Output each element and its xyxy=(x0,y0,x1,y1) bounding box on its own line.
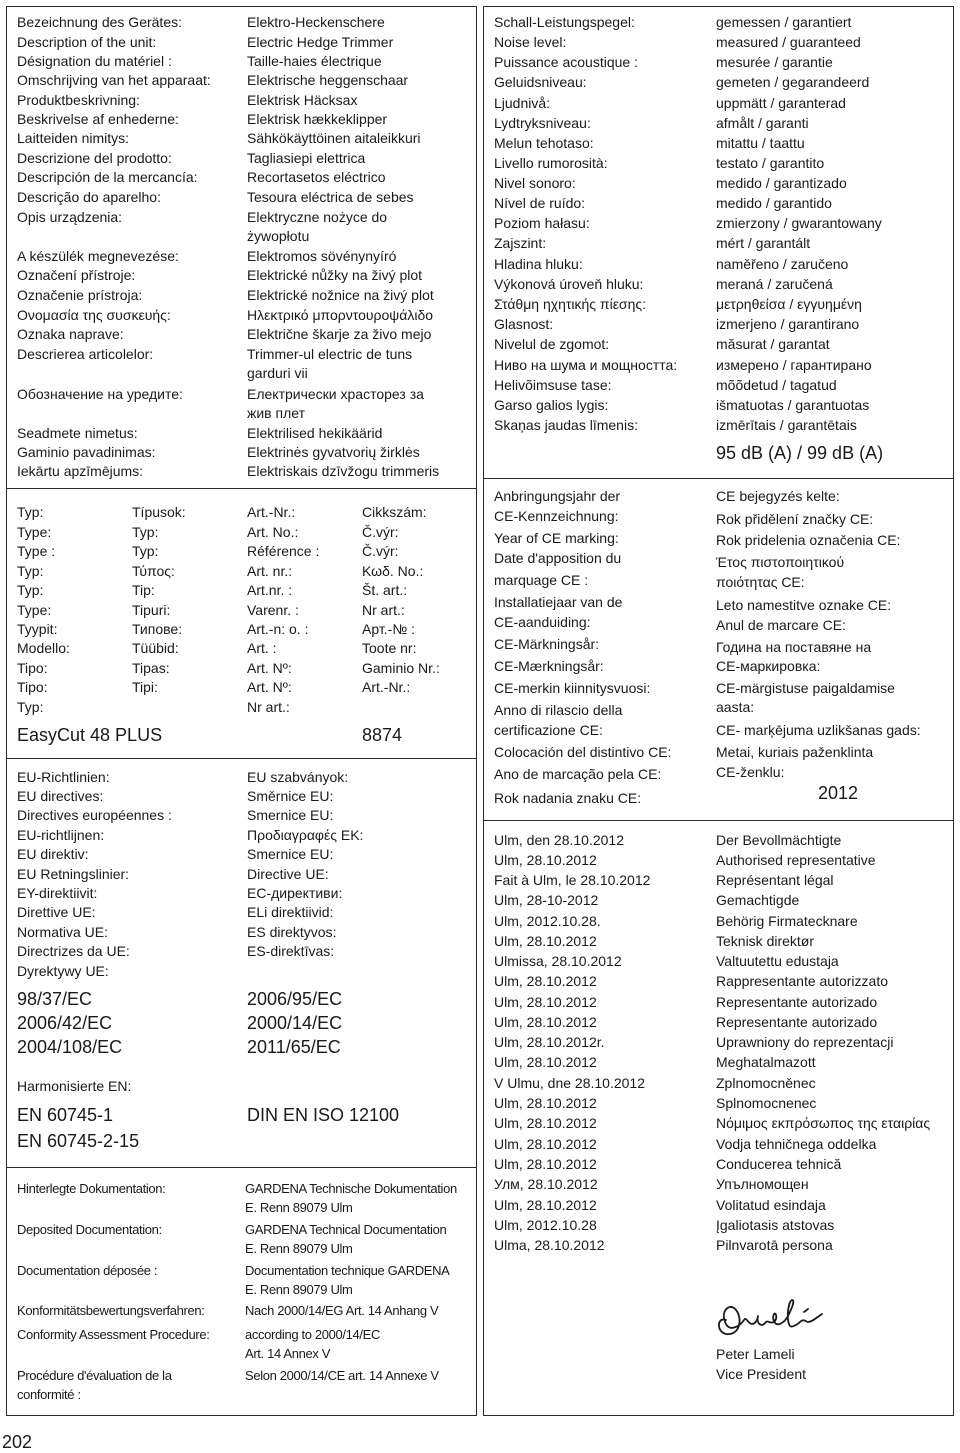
noise-label: Geluidsniveau: xyxy=(494,74,587,90)
noise-value: afmålt / garanti xyxy=(716,115,809,131)
type-label: Típusok: xyxy=(132,504,186,520)
ce-label: certificazione CE: xyxy=(494,722,603,738)
article-label: Nr art.: xyxy=(247,699,290,715)
representative-role: Упълномощен xyxy=(716,1176,809,1192)
noise-label: Melun tehotaso: xyxy=(494,135,594,151)
article-label: Č.výr: xyxy=(362,543,399,559)
directive-label: EY-direktiivit: xyxy=(17,885,98,901)
ce-label: CE-маркировка: xyxy=(716,658,821,674)
device-label: Označenie prístroja: xyxy=(17,287,143,303)
noise-value: uppmätt / garanterad xyxy=(716,95,846,111)
harmonised-standard: DIN EN ISO 12100 xyxy=(247,1105,400,1125)
device-label: A készülék megnevezése: xyxy=(17,248,179,264)
representative-role: Įgaliotasis atstovas xyxy=(716,1217,835,1233)
device-value: Електрически храсторез за xyxy=(247,386,424,402)
device-value: Elektrické nožnice na živý plot xyxy=(247,287,434,303)
noise-label: Nivel sonoro: xyxy=(494,175,576,191)
device-value: Recortasetos eléctrico xyxy=(247,169,386,185)
ce-label: aasta: xyxy=(716,699,755,715)
documentation-value: GARDENA Technical Documentation xyxy=(245,1222,447,1237)
noise-label: Helivõimsuse tase: xyxy=(494,377,612,393)
place-date: Ulm, 28.10.2012 xyxy=(494,1197,597,1213)
device-value: Elektrisk Häcksax xyxy=(247,92,358,108)
representative-role: Teknisk direktør xyxy=(716,933,815,949)
ce-year: 2012 xyxy=(818,783,859,803)
article-label: Art. Nº: xyxy=(247,660,292,676)
device-label: Opis urządzenia: xyxy=(17,209,123,225)
noise-label: Puissance acoustique : xyxy=(494,54,638,70)
ce-label: CE-märgistuse paigaldamise xyxy=(716,680,895,696)
article-label: Art. Nº: xyxy=(247,679,292,695)
ce-label: Year of CE marking: xyxy=(494,530,619,546)
ce-label: CE-merkin kiinnitysvuosi: xyxy=(494,680,651,696)
device-value: Elektromos sövénynyíró xyxy=(247,248,397,264)
directive-label: Direttive UE: xyxy=(17,904,96,920)
documentation-value: E. Renn 89079 Ulm xyxy=(245,1241,353,1256)
device-label: Description of the unit: xyxy=(17,34,157,50)
type-label: Typ: xyxy=(17,582,44,598)
noise-label: Noise level: xyxy=(494,34,567,50)
device-value: żywopłotu xyxy=(247,228,310,244)
documentation-label: Documentation déposée : xyxy=(17,1263,158,1278)
directive-label: Normativa UE: xyxy=(17,924,109,940)
documentation-label: Konformitätsbewertungsverfahren: xyxy=(17,1303,205,1318)
harmonised-standard: EN 60745-1 xyxy=(17,1105,114,1125)
ce-label: CE-Kennzeichnung: xyxy=(494,508,619,524)
directive-label: Dyrektywy UE: xyxy=(17,963,109,979)
noise-label: Lydtryksniveau: xyxy=(494,115,591,131)
representative-role: Vodja tehničnega oddelka xyxy=(716,1136,877,1152)
representative-role: Zplnomocněnec xyxy=(716,1075,816,1091)
directive-code: 2011/65/EC xyxy=(247,1037,341,1057)
noise-label: Poziom hałasu: xyxy=(494,215,590,231)
noise-value: mesurée / garantie xyxy=(716,54,833,70)
representative-role: Behörig Firmatecknare xyxy=(716,913,858,929)
representative-role: Der Bevollmächtigte xyxy=(716,832,842,848)
device-label: Descrição do aparelho: xyxy=(17,189,161,205)
directive-code: 2006/95/EC xyxy=(247,989,343,1009)
noise-value: testato / garantito xyxy=(716,155,825,171)
article-number: 8874 xyxy=(362,725,403,745)
documentation-label: Hinterlegte Dokumentation: xyxy=(17,1181,166,1196)
device-value: Elektrinės gyvatvorių žirklės xyxy=(247,444,420,460)
ce-label: Година на поставяне на xyxy=(716,639,872,655)
place-date: Ulm, 28.10.2012 xyxy=(494,994,597,1010)
place-date: Ulm, 28.10.2012 xyxy=(494,1095,597,1111)
directive-label: EU-richtlijnen: xyxy=(17,827,105,843)
article-label: Toote nr: xyxy=(362,640,417,656)
place-date: Ulm, 28.10.2012 xyxy=(494,933,597,949)
ce-label: CE-Mærkningsår: xyxy=(494,658,604,674)
device-value: Elektro-Heckenschere xyxy=(247,14,385,30)
type-label: Tipuri: xyxy=(132,602,171,618)
place-date: V Ulmu, dne 28.10.2012 xyxy=(494,1075,645,1091)
device-value: Sähkökäyttöinen aitaleikkuri xyxy=(247,130,421,146)
noise-value: mért / garantált xyxy=(716,235,811,251)
place-date: Ulm, 28.10.2012 xyxy=(494,1054,597,1070)
noise-label: Ниво на шума и мощността: xyxy=(494,357,678,373)
representative-role: Rappresentante autorizzato xyxy=(716,973,888,989)
device-value: Elektryczne nożyce do xyxy=(247,209,388,225)
ce-label: CE-ženklu: xyxy=(716,764,785,780)
article-label: Gaminio Nr.: xyxy=(362,660,440,676)
device-label: Descrierea articolelor: xyxy=(17,346,154,362)
documentation-value: GARDENA Technische Dokumentation xyxy=(245,1181,457,1196)
device-value: Taille-haies électrique xyxy=(247,53,382,69)
representative-role: Authorised representative xyxy=(716,852,876,868)
divider-harmonised-documentation xyxy=(6,1167,477,1168)
device-value: Elektrické nůžky na živý plot xyxy=(247,267,423,283)
device-label: Produktbeskrivning: xyxy=(17,92,140,108)
device-label: Gaminio pavadinimas: xyxy=(17,444,156,460)
device-label: Seadmete nimetus: xyxy=(17,425,138,441)
directive-code: 2004/108/EC xyxy=(17,1037,123,1057)
ce-label: Anno di rilascio della xyxy=(494,702,623,718)
type-label: Tipo: xyxy=(17,679,48,695)
article-label: Référence : xyxy=(247,543,320,559)
documentation-value: Documentation technique GARDENA xyxy=(245,1263,450,1278)
noise-label: Garso galios lygis: xyxy=(494,397,609,413)
directive-label: EU Retningslinier: xyxy=(17,866,130,882)
type-label: Typ: xyxy=(132,524,159,540)
device-value: Trimmer-ul electric de tuns xyxy=(247,346,413,362)
ce-label: Ano de marcação pela CE: xyxy=(494,766,662,782)
documentation-value: according to 2000/14/EC xyxy=(245,1327,381,1342)
representative-role: Conducerea tehnică xyxy=(716,1156,842,1172)
type-label: Type: xyxy=(17,602,52,618)
page-number: 202 xyxy=(2,1432,33,1452)
noise-value: gemeten / gegarandeerd xyxy=(716,74,870,90)
article-label: Varenr. : xyxy=(247,602,299,618)
place-date: Ulma, 28.10.2012 xyxy=(494,1237,605,1253)
place-date: Ulmissa, 28.10.2012 xyxy=(494,953,622,969)
place-date: Ulm, 28.10.2012 xyxy=(494,852,597,868)
place-date: Ulm, 28.10.2012 xyxy=(494,973,597,989)
noise-value: measured / guaranteed xyxy=(716,34,861,50)
ce-label: CE- marķējuma uzlikšanas gads: xyxy=(716,722,921,738)
device-value: Electric Hedge Trimmer xyxy=(247,34,394,50)
representative-role: Representante autorizado xyxy=(716,994,878,1010)
representative-role: Gemachtigde xyxy=(716,892,800,908)
divider-noise-ce xyxy=(483,478,954,479)
article-label: Art. : xyxy=(247,640,277,656)
device-label: Обозначение на уредите: xyxy=(17,386,183,402)
noise-label: Στάθμη ηχητικής πίεσης: xyxy=(494,296,646,312)
place-date: Ulm, 2012.10.28 xyxy=(494,1217,597,1233)
representative-role: Uprawniony do reprezentacji xyxy=(716,1034,894,1050)
article-label: Art.-Nr.: xyxy=(362,679,411,695)
noise-label: Hladina hluku: xyxy=(494,256,583,272)
noise-label: Glasnost: xyxy=(494,316,554,332)
article-label: Č.výr: xyxy=(362,524,399,540)
model-name: EasyCut 48 PLUS xyxy=(17,725,163,745)
noise-value: izmerjeno / garantirano xyxy=(716,316,860,332)
type-label: Tip: xyxy=(132,582,155,598)
documentation-value: Art. 14 Annex V xyxy=(245,1346,331,1361)
directive-label: Directrizes da UE: xyxy=(17,943,130,959)
documentation-label: Conformity Assessment Procedure: xyxy=(17,1327,210,1342)
signature-image xyxy=(712,1290,832,1350)
directive-label: ES-direktīvas: xyxy=(247,943,335,959)
documentation-value: Selon 2000/14/CE art. 14 Annexe V xyxy=(245,1368,439,1383)
representative-role: Νόμιμος εκπρόσωπος της εταιρίας xyxy=(716,1115,931,1131)
ce-label: Metai, kuriais paženklinta xyxy=(716,744,874,760)
device-label: Descripción de la mercancía: xyxy=(17,169,198,185)
ce-label: Colocación del distintivo CE: xyxy=(494,744,672,760)
place-date: Ulm, 28.10.2012r. xyxy=(494,1034,605,1050)
representative-role: Pilnvarotā persona xyxy=(716,1237,833,1253)
device-label: Oznaka naprave: xyxy=(17,326,124,342)
representative-role: Representante autorizado xyxy=(716,1014,878,1030)
noise-value: zmierzony / gwarantowany xyxy=(716,215,882,231)
ce-label: marquage CE : xyxy=(494,572,589,588)
ce-label: Anul de marcare CE: xyxy=(716,617,846,633)
type-label: Typ: xyxy=(17,504,44,520)
noise-value: измерено / гарантирано xyxy=(716,357,872,373)
place-date: Ulm, 2012.10.28. xyxy=(494,913,601,929)
documentation-label: Deposited Documentation: xyxy=(17,1222,162,1237)
device-value: жив плет xyxy=(247,405,305,421)
ce-label: Έτος πιστοποιητικού xyxy=(716,554,845,570)
place-date: Ulm, 28.10.2012 xyxy=(494,1115,597,1131)
type-label: Типове: xyxy=(132,621,183,637)
ce-label: CE bejegyzés kelte: xyxy=(716,488,840,504)
noise-value: medido / garantizado xyxy=(716,175,847,191)
directive-label: EU directives: xyxy=(17,788,104,804)
article-label: Nr art.: xyxy=(362,602,405,618)
documentation-value: E. Renn 89079 Ulm xyxy=(245,1200,353,1215)
article-label: Арт.-№ : xyxy=(362,621,416,637)
directive-code: 2006/42/EC xyxy=(17,1013,113,1033)
type-label: Tyypit: xyxy=(17,621,58,637)
ce-label: Rok přidělení značky CE: xyxy=(716,511,874,527)
noise-value: išmatuotas / garantuotas xyxy=(716,397,870,413)
device-value: Tesoura eléctrica de sebes xyxy=(247,189,414,205)
noise-value: medido / garantido xyxy=(716,195,832,211)
device-label: Iekārtu apzīmējums: xyxy=(17,463,144,479)
representative-role: Représentant légal xyxy=(716,872,834,888)
directive-label: Directives européennes : xyxy=(17,807,172,823)
noise-value: mõõdetud / tagatud xyxy=(716,377,837,393)
type-label: Type : xyxy=(17,543,56,559)
device-label: Désignation du matériel : xyxy=(17,53,172,69)
ce-label: Installatiejaar van de xyxy=(494,594,623,610)
directive-label: Smernice EU: xyxy=(247,846,334,862)
article-label: Κωδ. Νο.: xyxy=(362,563,424,579)
place-date: Ulm, 28-10-2012 xyxy=(494,892,599,908)
device-value: Tagliasiepi elettrica xyxy=(247,150,366,166)
type-label: Typ: xyxy=(132,543,159,559)
noise-label: Nivelul de zgomot: xyxy=(494,336,610,352)
directive-label: Smernice EU: xyxy=(247,807,334,823)
place-date: Ulm, 28.10.2012 xyxy=(494,1014,597,1030)
place-date: Ulm, 28.10.2012 xyxy=(494,1156,597,1172)
noise-value: meraná / zaručená xyxy=(716,276,833,292)
noise-label: Schall-Leistungspegel: xyxy=(494,14,635,30)
representative-role: Meghatalmazott xyxy=(716,1054,816,1070)
noise-value: gemessen / garantiert xyxy=(716,14,852,30)
noise-label: Livello rumorosità: xyxy=(494,155,608,171)
directive-label: EU direktiv: xyxy=(17,846,89,862)
directive-label: EU-Richtlinien: xyxy=(17,769,110,785)
ce-label: Leto namestitve oznake CE: xyxy=(716,597,892,613)
device-label: Omschrijving van het apparaat: xyxy=(17,72,211,88)
ce-label: Anbringungsjahr der xyxy=(494,488,621,504)
divider-device-type xyxy=(6,488,477,489)
place-date: Ulm, den 28.10.2012 xyxy=(494,832,624,848)
directive-label: ES direktyvos: xyxy=(247,924,337,940)
noise-value: naměřeno / zaručeno xyxy=(716,256,849,272)
device-label: Descrizione del prodotto: xyxy=(17,150,172,166)
type-label: Typ: xyxy=(17,699,44,715)
article-label: Art. No.: xyxy=(247,524,299,540)
article-label: Cikkszám: xyxy=(362,504,427,520)
directive-label: ЕС-директиви: xyxy=(247,885,343,901)
noise-label: Skaņas jaudas līmenis: xyxy=(494,417,638,433)
directive-label: Προδιαγραφές ΕΚ: xyxy=(247,827,364,843)
ce-label: CE-Märkningsår: xyxy=(494,636,600,652)
representative-role: Splnomocnenec xyxy=(716,1095,817,1111)
device-value: garduri vii xyxy=(247,365,308,381)
directive-label: EU szabványok: xyxy=(247,769,349,785)
noise-value: μετρηθείσα / εγγυημένη xyxy=(716,296,862,312)
device-value: Elektrische heggenschaar xyxy=(247,72,409,88)
directive-code: 98/37/EC xyxy=(17,989,93,1009)
article-label: Št. art.: xyxy=(362,582,408,598)
directive-label: Directive UE: xyxy=(247,866,329,882)
type-label: Τύπος: xyxy=(132,563,175,579)
device-value: Ηλεκτρικό μπορντουροψάλιδο xyxy=(247,307,434,323)
documentation-label: Procédure d'évaluation de la xyxy=(17,1368,172,1383)
device-value: Električne škarje za živo mejo xyxy=(247,326,432,342)
device-label: Beskrivelse af enhederne: xyxy=(17,111,179,127)
documentation-label: conformité : xyxy=(17,1387,81,1402)
signatory-name: Peter Lameli xyxy=(716,1346,795,1362)
type-label: Typ: xyxy=(17,563,44,579)
article-label: Art.-n: o. : xyxy=(247,621,309,637)
noise-label: Nível de ruído: xyxy=(494,195,586,211)
directive-label: ELi direktiivid: xyxy=(247,904,334,920)
noise-label: Ljudnivå: xyxy=(494,95,551,111)
type-label: Tipo: xyxy=(17,660,48,676)
article-label: Art. nr.: xyxy=(247,563,293,579)
ce-label: CE-aanduiding: xyxy=(494,614,591,630)
type-label: Tipas: xyxy=(132,660,170,676)
article-label: Art.nr. : xyxy=(247,582,293,598)
ce-label: Rok nadania znaku CE: xyxy=(494,790,642,806)
directive-label: Směrnice EU: xyxy=(247,788,334,804)
type-label: Modello: xyxy=(17,640,70,656)
noise-value: mitattu / taattu xyxy=(716,135,805,151)
noise-label: Výkonová úroveň hluku: xyxy=(494,276,644,292)
article-label: Art.-Nr.: xyxy=(247,504,296,520)
device-value: Elektrisk hækkeklipper xyxy=(247,111,388,127)
ce-label: ποιότητας CE: xyxy=(716,574,805,590)
representative-role: Volitatud esindaja xyxy=(716,1197,826,1213)
divider-ce-signature xyxy=(483,820,954,821)
noise-result: 95 dB (A) / 99 dB (A) xyxy=(716,443,884,463)
place-date: Fait à Ulm, le 28.10.2012 xyxy=(494,872,651,888)
divider-type-directives xyxy=(6,758,477,759)
documentation-value: Nach 2000/14/EG Art. 14 Anhang V xyxy=(245,1303,439,1318)
documentation-value: E. Renn 89079 Ulm xyxy=(245,1282,353,1297)
place-date: Ulm, 28.10.2012 xyxy=(494,1136,597,1152)
type-label: Tüübid: xyxy=(132,640,179,656)
noise-value: izmērītais / garantētais xyxy=(716,417,857,433)
device-value: Elektrilised hekikäärid xyxy=(247,425,383,441)
device-label: Označení přístroje: xyxy=(17,267,136,283)
harmonised-label: Harmonisierte EN: xyxy=(17,1078,132,1094)
directive-code: 2000/14/EC xyxy=(247,1013,343,1033)
device-label: Laitteiden nimitys: xyxy=(17,130,130,146)
type-label: Tipi: xyxy=(132,679,158,695)
device-label: Ονομασία της συσκευής: xyxy=(17,307,171,323)
place-date: Улм, 28.10.2012 xyxy=(494,1176,598,1192)
noise-value: măsurat / garantat xyxy=(716,336,830,352)
ce-label: Date d'apposition du xyxy=(494,550,622,566)
device-label: Bezeichnung des Gerätes: xyxy=(17,14,182,30)
representative-role: Valtuutettu edustaja xyxy=(716,953,839,969)
noise-label: Zajszint: xyxy=(494,235,547,251)
type-label: Type: xyxy=(17,524,52,540)
signatory-title: Vice President xyxy=(716,1366,807,1382)
harmonised-standard: EN 60745-2-15 xyxy=(17,1131,140,1151)
device-value: Elektriskais dzīvžogu trimmeris xyxy=(247,463,440,479)
ce-label: Rok pridelenia označenia CE: xyxy=(716,532,901,548)
